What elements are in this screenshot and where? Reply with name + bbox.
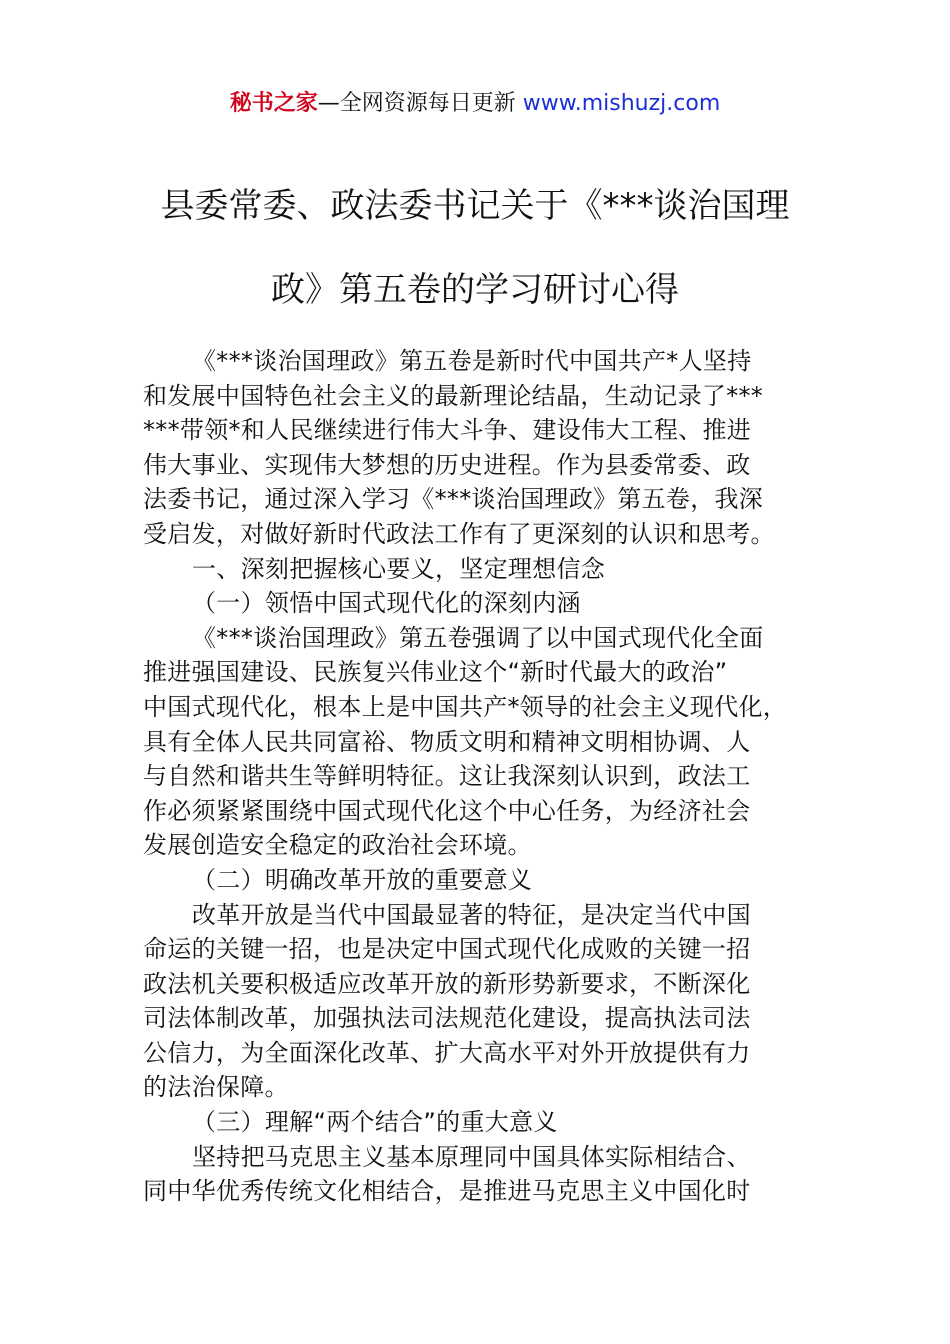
paragraph-line: 《***谈治国理政》第五卷是新时代中国共产*人坚持 xyxy=(192,347,752,375)
title-line: 政》第五卷的学习研讨心得 xyxy=(271,270,679,310)
site-brand: 秘书之家 xyxy=(229,91,318,116)
paragraph-line: 司法体制改革，加强执法司法规范化建设，提高执法司法 xyxy=(143,1004,751,1033)
paragraph-line: 改革开放是当代中国最显著的特征，是决定当代中国 xyxy=(192,900,751,929)
site-url-link[interactable]: www.mishuzj.com xyxy=(522,91,721,116)
paragraph-line: 命运的关键一招，也是决定中国式现代化成败的关键一招 xyxy=(143,935,751,964)
paragraph-line: 伟大事业、实现伟大梦想的历史进程。作为县委常委、政 xyxy=(143,450,751,479)
paragraph-line: 发展创造安全稳定的政治社会环境。 xyxy=(143,831,532,860)
paragraph-line: 坚持把马克思主义基本原理同中国具体实际相结合、 xyxy=(192,1142,751,1171)
site-tagline: —全网资源每日更新 xyxy=(317,91,523,116)
title-line: 县委常委、政法委书记关于《***谈治国理 xyxy=(160,186,790,226)
paragraph-line: 作必须紧紧围绕中国式现代化这个中心任务，为经济社会 xyxy=(143,796,751,825)
paragraph-line: 推进强国建设、民族复兴伟业这个“新时代最大的政治” xyxy=(143,658,728,687)
paragraph-line: 同中华优秀传统文化相结合，是推进马克思主义中国化时 xyxy=(143,1177,751,1206)
subsection-heading: （二）明确改革开放的重要意义 xyxy=(192,865,533,894)
paragraph-line: 和发展中国特色社会主义的最新理论结晶，生动记录了*** xyxy=(143,381,764,410)
paragraph-line: 政法机关要积极适应改革开放的新形势新要求，不断深化 xyxy=(143,969,751,998)
subsection-heading: （一）领悟中国式现代化的深刻内涵 xyxy=(192,589,581,618)
document-body xyxy=(143,344,813,1209)
paragraph-line: ***带领*和人民继续进行伟大斗争、建设伟大工程、推进 xyxy=(143,416,752,445)
paragraph-line: 法委书记，通过深入学习《***谈治国理政》第五卷，我深 xyxy=(143,485,764,514)
paragraph-line: 中国式现代化，根本上是中国共产*领导的社会主义现代化， xyxy=(143,692,788,721)
document-title xyxy=(0,164,950,332)
paragraph-line: 的法治保障。 xyxy=(143,1073,289,1102)
paragraph-line: 公信力，为全面深化改革、扩大高水平对外开放提供有力 xyxy=(143,1038,751,1067)
section-heading: 一、深刻把握核心要义，坚定理想信念 xyxy=(192,554,606,583)
paragraph-line: 具有全体人民共同富裕、物质文明和精神文明相协调、人 xyxy=(143,727,751,756)
site-header xyxy=(0,88,950,120)
paragraph-line: 受启发，对做好新时代政法工作有了更深刻的认识和思考。 xyxy=(143,519,775,548)
paragraph-line: 与自然和谐共生等鲜明特征。这让我深刻认识到，政法工 xyxy=(143,762,751,791)
paragraph-line: 《***谈治国理政》第五卷强调了以中国式现代化全面 xyxy=(192,623,764,652)
subsection-heading: （三）理解“两个结合”的重大意义 xyxy=(192,1108,558,1137)
